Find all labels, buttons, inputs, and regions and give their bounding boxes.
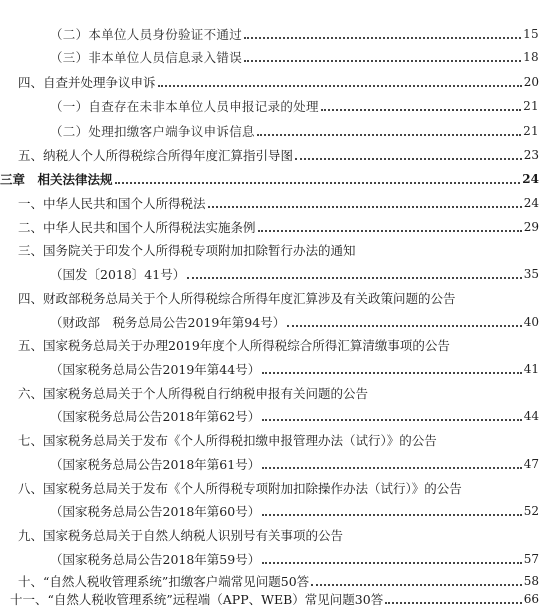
toc-entry-title: （三）非本单位人员信息录入错误 — [50, 50, 243, 65]
dot-leader — [187, 265, 522, 279]
toc-page-number: 66 — [523, 592, 539, 606]
toc-entry[interactable] — [0, 47, 551, 67]
toc-entry[interactable] — [0, 193, 551, 213]
dot-leader — [262, 455, 522, 469]
toc-page-number: 58 — [523, 574, 539, 588]
toc-entry-title: （国家税务总局公告2019年第44号） — [50, 362, 261, 377]
dot-leader — [158, 73, 522, 87]
toc-entry[interactable] — [0, 549, 551, 569]
dot-leader — [385, 590, 522, 604]
dot-leader — [311, 572, 522, 586]
toc-page-number: 24 — [523, 196, 539, 210]
dot-leader — [262, 550, 522, 564]
toc-entry-title: 三章 相关法律法规 — [0, 172, 113, 187]
toc-page-number: 40 — [523, 315, 539, 329]
toc-entry-title: （国家税务总局公告2018年第61号） — [50, 457, 261, 472]
toc-page-number: 35 — [523, 267, 539, 281]
toc-page-number: 21 — [523, 124, 539, 138]
toc-entry[interactable] — [0, 335, 551, 355]
toc-entry[interactable] — [0, 454, 551, 474]
dot-leader — [257, 122, 521, 136]
toc-entry[interactable] — [0, 145, 551, 165]
toc-page-number: 20 — [523, 75, 539, 89]
toc-entry-title: 二、中华人民共和国个人所得税法实施条例 — [18, 220, 256, 235]
toc-entry-title: 一、中华人民共和国个人所得税法 — [18, 196, 206, 211]
toc-entry-title: （二）处理扣缴客户端争议申诉信息 — [50, 124, 255, 139]
toc-entry-title: 四、自查并处理争议申诉 — [18, 75, 156, 90]
toc-entry-title: 五、纳税人个人所得税综合所得年度汇算指引导图 — [18, 148, 294, 163]
toc-entry-title: （国发〔2018〕41号） — [50, 267, 186, 282]
toc-entry-title: （一）自查存在未非本单位人员申报记录的处理 — [50, 99, 319, 114]
toc-entry-title: 十一、“自然人税收管理系统”远程端（APP、WEB）常见问题30答 — [10, 592, 384, 607]
toc-entry[interactable] — [0, 24, 551, 44]
toc-entry[interactable] — [0, 288, 551, 308]
toc-page-number: 18 — [523, 50, 539, 64]
dot-leader — [244, 48, 521, 62]
toc-entry[interactable] — [0, 96, 551, 116]
toc-entry[interactable] — [0, 589, 551, 609]
toc-entry[interactable] — [0, 121, 551, 141]
toc-entry[interactable] — [0, 264, 551, 284]
dot-leader — [295, 146, 522, 160]
toc-page-number: 57 — [523, 552, 539, 566]
dot-leader — [262, 407, 522, 421]
toc-entry-title: （财政部 税务总局公告2019年第94号） — [50, 315, 286, 330]
toc-entry-title: 六、国家税务总局关于个人所得税自行纳税申报有关问题的公告 — [18, 386, 369, 401]
toc-entry[interactable] — [0, 240, 551, 260]
dot-leader — [262, 360, 522, 374]
toc-page-number: 41 — [523, 362, 539, 376]
toc-entry-title: 四、财政部税务总局关于个人所得税综合所得年度汇算涉及有关政策问题的公告 — [18, 291, 456, 306]
toc-entry[interactable] — [0, 478, 551, 498]
dot-leader — [115, 170, 521, 184]
toc-entry[interactable] — [0, 525, 551, 545]
dot-leader — [287, 313, 522, 327]
toc-entry[interactable] — [0, 383, 551, 403]
toc-entry[interactable] — [0, 430, 551, 450]
toc-entry[interactable] — [0, 72, 551, 92]
toc-entry[interactable] — [0, 217, 551, 237]
toc-page-number: 15 — [523, 27, 539, 41]
dot-leader — [321, 97, 521, 111]
toc-entry-title: 三、国务院关于印发个人所得税专项附加扣除暂行办法的通知 — [18, 243, 356, 258]
toc-page-number: 52 — [523, 504, 539, 518]
toc-entry[interactable] — [0, 571, 551, 591]
toc-entry[interactable] — [0, 501, 551, 521]
toc-entry[interactable] — [0, 359, 551, 379]
dot-leader — [262, 502, 522, 516]
toc-entry[interactable] — [0, 169, 551, 189]
toc-page-number: 24 — [522, 172, 539, 186]
toc-page-number: 47 — [523, 457, 539, 471]
toc-entry-title: 十、“自然人税收管理系统”扣缴客户端常见问题50答 — [18, 574, 310, 589]
toc-entry-title: 五、国家税务总局关于办理2019年度个人所得税综合所得汇算清缴事项的公告 — [18, 338, 450, 353]
toc-entry-title: 八、国家税务总局关于发布《个人所得税专项附加扣除操作办法（试行）》的公告 — [18, 481, 462, 496]
toc-entry-title: （国家税务总局公告2018年第60号） — [50, 504, 261, 519]
toc-entry-title: （国家税务总局公告2018年第62号） — [50, 409, 261, 424]
toc-entry-title: （二）本单位人员身份验证不通过 — [50, 27, 243, 42]
toc-entry[interactable] — [0, 312, 551, 332]
dot-leader — [244, 25, 521, 39]
toc-entry-title: （国家税务总局公告2018年第59号） — [50, 552, 261, 567]
toc-page-number: 29 — [523, 220, 539, 234]
toc-entry-title: 九、国家税务总局关于自然人纳税人识别号有关事项的公告 — [18, 528, 344, 543]
toc-page-number: 23 — [523, 148, 539, 162]
dot-leader — [258, 218, 522, 232]
toc-page-number: 21 — [523, 99, 539, 113]
dot-leader — [208, 194, 522, 208]
toc-entry-title: 七、国家税务总局关于发布《个人所得税扣缴申报管理办法（试行）》的公告 — [18, 433, 437, 448]
toc-entry[interactable] — [0, 406, 551, 426]
toc-page-number: 44 — [523, 409, 539, 423]
